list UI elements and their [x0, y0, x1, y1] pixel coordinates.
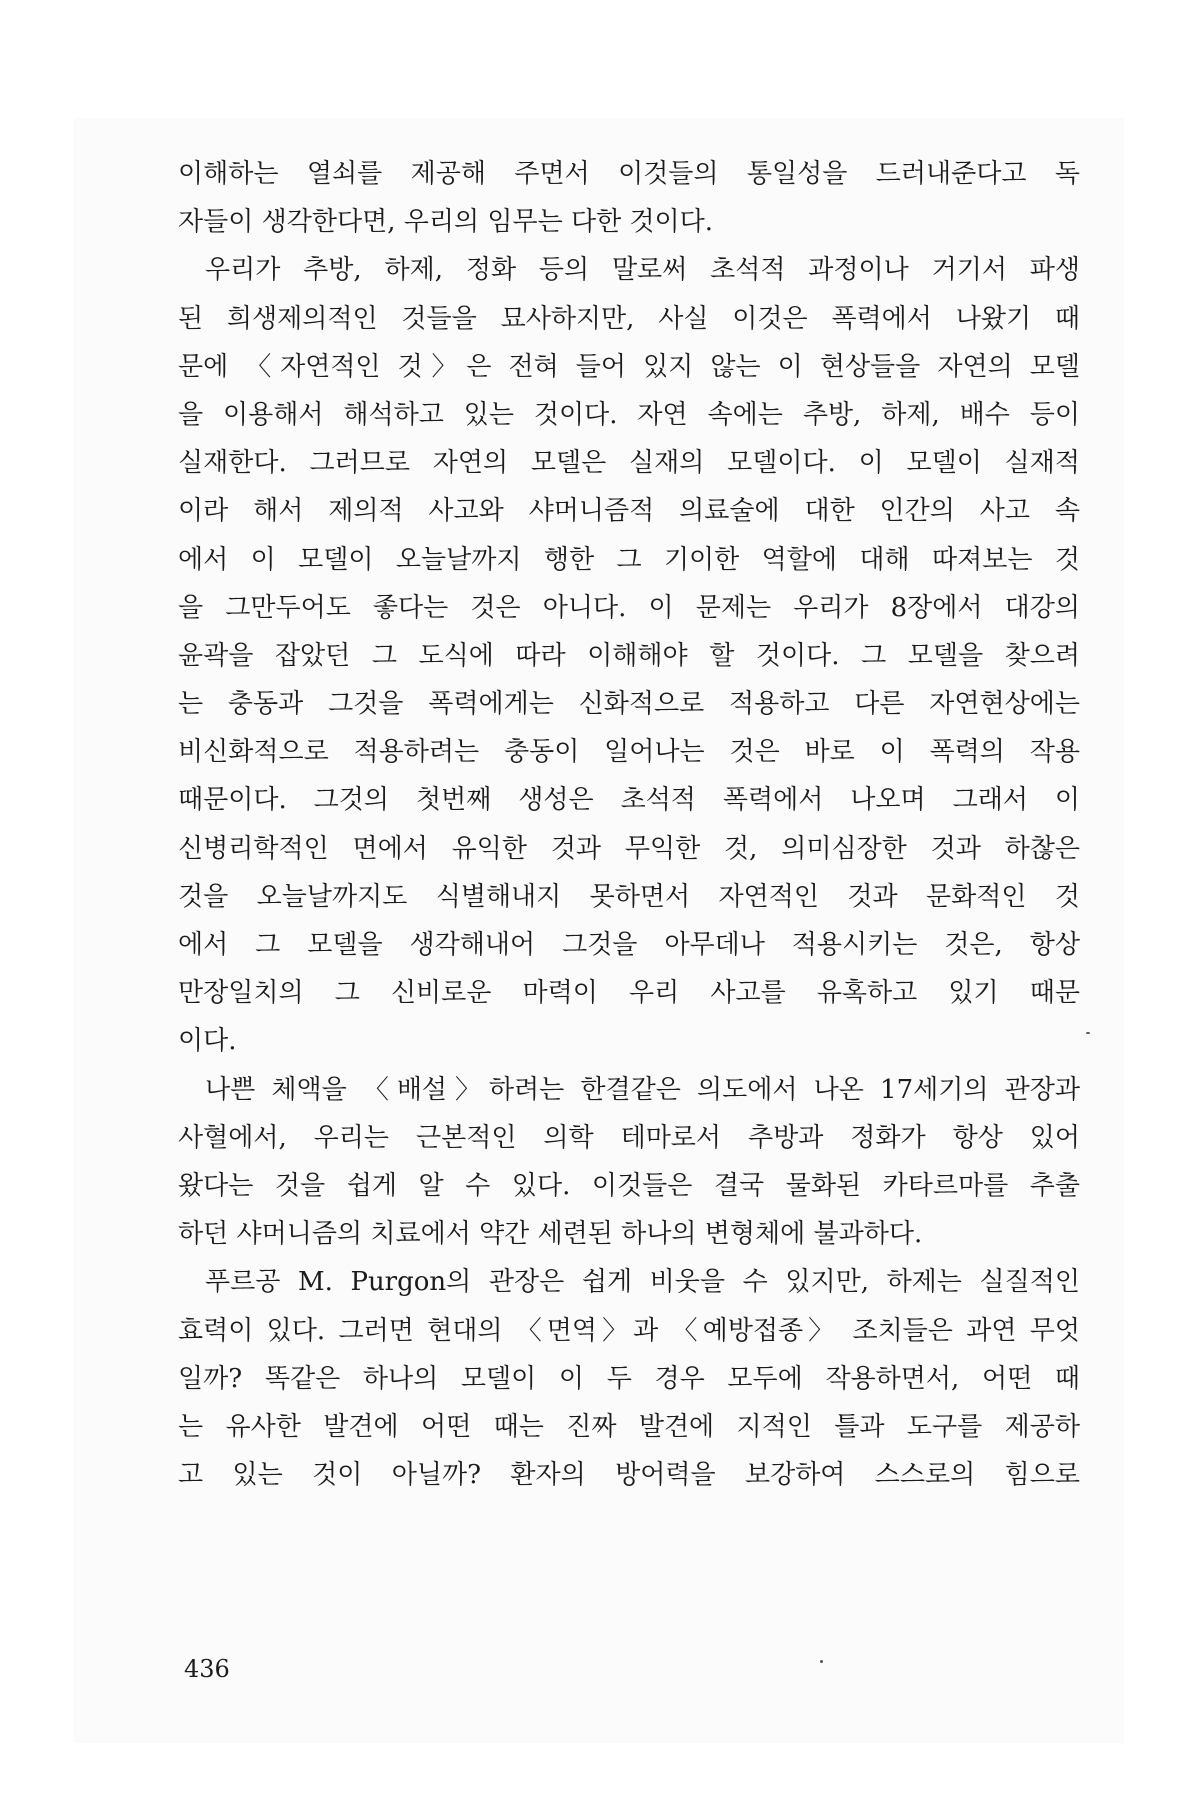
- scan-speck: [1086, 1032, 1090, 1034]
- text-line: 나쁜 체액을 〈배설〉하려는 한결같은 의도에서 나온 17세기의 관장과: [205, 1074, 1080, 1105]
- text-line: 을 이용해서 해석하고 있는 것이다. 자연 속에는 추방, 하제, 배수 등이: [178, 399, 1080, 430]
- text-line: 사혈에서, 우리는 근본적인 의학 테마로서 추방과 정화가 항상 있어: [178, 1122, 1080, 1153]
- text-line: 문에 〈자연적인 것〉은 전혀 들어 있지 않는 이 현상들을 자연의 모델: [178, 351, 1080, 382]
- text-line: 이해하는 열쇠를 제공해 주면서 이것들의 통일성을 드러내준다고 독: [178, 159, 1080, 189]
- paragraph: [178, 150, 1080, 246]
- text-line: 왔다는 것을 쉽게 알 수 있다. 이것들은 결국 물화된 카타르마를 추출: [178, 1170, 1080, 1201]
- text-line: 윤곽을 잡았던 그 도식에 따라 이해해야 할 것이다. 그 모델을 찾으려: [178, 640, 1080, 671]
- text-line: 는 충동과 그것을 폭력에게는 신화적으로 적용하고 다른 자연현상에는: [178, 689, 1080, 720]
- text-line: 만장일치의 그 신비로운 마력이 우리 사고를 유혹하고 있기 때문: [178, 978, 1080, 1009]
- text-line: 에서 이 모델이 오늘날까지 행한 그 기이한 역할에 대해 따져보는 것: [178, 544, 1080, 575]
- text-line: 푸르공 M. Purgon의 관장은 쉽게 비웃을 수 있지만, 하제는 실질적인: [205, 1267, 1080, 1298]
- text-line: 을 그만두어도 좋다는 것은 아니다. 이 문제는 우리가 8장에서 대강의: [178, 592, 1080, 623]
- text-line: 하던 샤머니즘의 치료에서 약간 세련된 하나의 변형체에 불과하다.: [178, 1219, 923, 1250]
- scan-speck: [820, 1660, 823, 1663]
- text-line: 고 있는 것이 아닐까? 환자의 방어력을 보강하여 스스로의 힘으로: [178, 1460, 1080, 1491]
- text-line: 것을 오늘날까지도 식별해내지 못하면서 자연적인 것과 문화적인 것: [178, 881, 1080, 912]
- text-line: 는 유사한 발견에 어떤 때는 진짜 발견에 지적인 틀과 도구를 제공하: [178, 1411, 1080, 1442]
- body-text: [178, 150, 1080, 1499]
- text-line: 신병리학적인 면에서 유익한 것과 무익한 것, 의미심장한 것과 하찮은: [178, 833, 1080, 864]
- page-number: 436: [184, 1655, 230, 1683]
- paragraph: [178, 246, 1080, 1065]
- text-line: 효력이 있다. 그러면 현대의 〈면역〉과 〈예방접종〉 조치들은 과연 무엇: [178, 1315, 1080, 1346]
- text-line: 자들이 생각한다면, 우리의 임무는 다한 것이다.: [178, 207, 714, 238]
- text-line: 일까? 똑같은 하나의 모델이 이 두 경우 모두에 작용하면서, 어떤 때: [178, 1363, 1080, 1394]
- text-line: 때문이다. 그것의 첫번째 생성은 초석적 폭력에서 나오며 그래서 이: [178, 785, 1080, 816]
- text-line: 비신화적으로 적용하려는 충동이 일어나는 것은 바로 이 폭력의 작용: [178, 737, 1080, 768]
- text-line: 이라 해서 제의적 사고와 샤머니즘적 의료술에 대한 인간의 사고 속: [178, 496, 1080, 527]
- text-line: 우리가 추방, 하제, 정화 등의 말로써 초석적 과정이나 거기서 파생: [205, 255, 1080, 286]
- text-line: 이다.: [178, 1026, 237, 1057]
- paragraph: [178, 1066, 1080, 1259]
- paragraph: [178, 1258, 1080, 1499]
- text-line: 실재한다. 그러므로 자연의 모델은 실재의 모델이다. 이 모델이 실재적: [178, 448, 1080, 479]
- text-line: 에서 그 모델을 생각해내어 그것을 아무데나 적용시키는 것은, 항상: [178, 930, 1080, 960]
- text-line: 된 희생제의적인 것들을 묘사하지만, 사실 이것은 폭력에서 나왔기 때: [178, 303, 1080, 334]
